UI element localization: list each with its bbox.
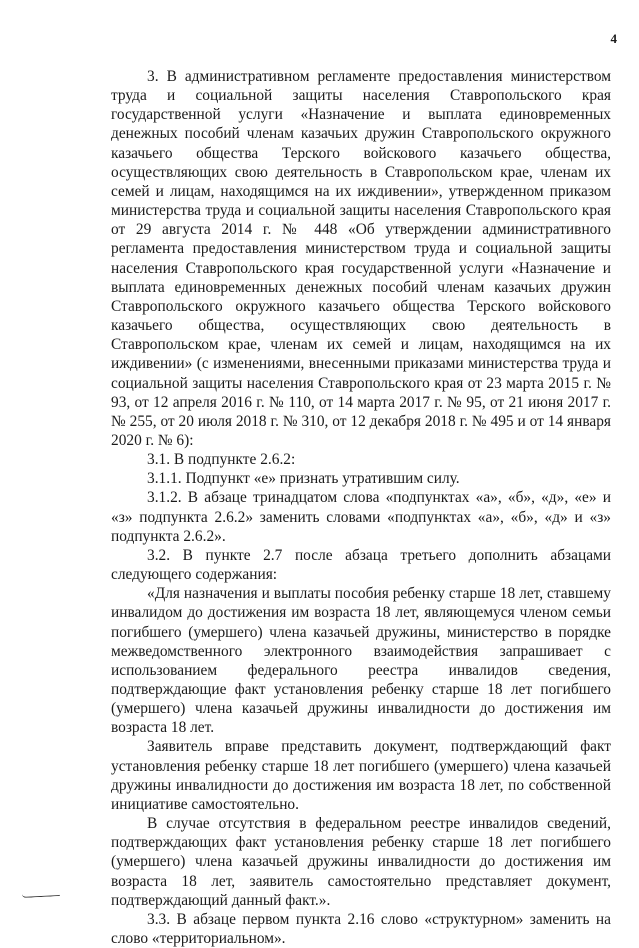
paragraph-quote-3: В случае отсутствия в федеральном реестре инвалидов сведений, подтверждающих факт установления ребенку старше 18 лет погибшего (умершего) члена казачьей дружины инвалидности до достижения им возраста 18 лет, заявитель самостоятельно представляет документ, подтверждающий данный факт.». [111, 815, 611, 909]
paragraph-quote-2: Заявитель вправе представить документ, подтверждающий факт установления ребенку старше 18 лет погибшего (умершего) члена казачьей дружины инвалидности до достижения им возраста 18 лет, по собственной инициативе самостоятельно. [111, 738, 611, 813]
paragraph-3-1-2: 3.1.2. В абзаце тринадцатом слова «подпунктах «а», «б», «д», «е» и «з» подпункта 2.6.2» заменить словами «подпунктах «а», «б», «д» и «з» подпункта 2.6.2». [111, 489, 611, 545]
paragraph-3-2: 3.2. В пункте 2.7 после абзаца третьего дополнить абзацами следующего содержания: [111, 546, 611, 584]
paragraph-quote-1: «Для назначения и выплаты пособия ребенку старше 18 лет, ставшему инвалидом до достижения им возраста 18 лет, являющемуся членом семьи погибшего (умершего) члена казачьей дружины, министерство в порядке межведомственного электронного взаимодействия запрашивает с использованием федерального реестра инвалидов сведения, подтверждающие факт установления ребенку старше 18 лет погибшего (умершего) члена казачьей дружины инвалидности до достижения им возраста 18 лет. [111, 585, 611, 737]
paragraph-3-1-1: 3.1.1. Подпункт «е» признать утратившим силу. [147, 470, 460, 488]
paragraph-3-3: 3.3. В абзаце первом пункта 2.16 слово «структурном» заменить на слово «территориальном». [111, 910, 611, 948]
paragraph-3-1: 3.1. В подпункте 2.6.2: [147, 451, 296, 469]
page-number: 4 [610, 31, 617, 46]
document-body [111, 67, 611, 948]
paragraph-3-amendment-intro: 3. В административном регламенте предоставления министерством труда и социальной защиты населения Ставропольского края государственной услуги «Назначение и выплата единовременных денежных пособий членам казачьих дружин Ставропольского окружного казачьего общества Терского войскового казачьего общества, осуществляющих свою деятельность в Ставропольском крае, членам их семей и лицам, находящимся на их иждивении», утвержденном приказом министерства труда и социальной защиты населения Ставропольского края от 29 августа 2014 г. № 448 «Об утверждении административного регламента предоставления министерством труда и социальной защиты населения Ставропольского края государственной услуги «Назначение и выплата единовременных денежных пособий членам казачьих дружин Ставропольского окружного казачьего общества Терского войскового казачьего общества, осуществляющих свою деятельность в Ставропольском крае, членам их семей и лицам, находящимся на их иждивении» (с изменениями, внесенными приказами министерства труда и социальной защиты населения Ставропольского края от 23 марта 2015 г. № 93, от 12 апреля 2016 г. № 110, от 14 марта 2017 г. № 95, от 21 июня 2017 г. № 255, от 20 июля 2018 г. № 310, от 12 декабря 2018 г. № 495 и от 14 января 2020 г. № 6): [111, 68, 611, 449]
scan-mark [22, 892, 60, 898]
